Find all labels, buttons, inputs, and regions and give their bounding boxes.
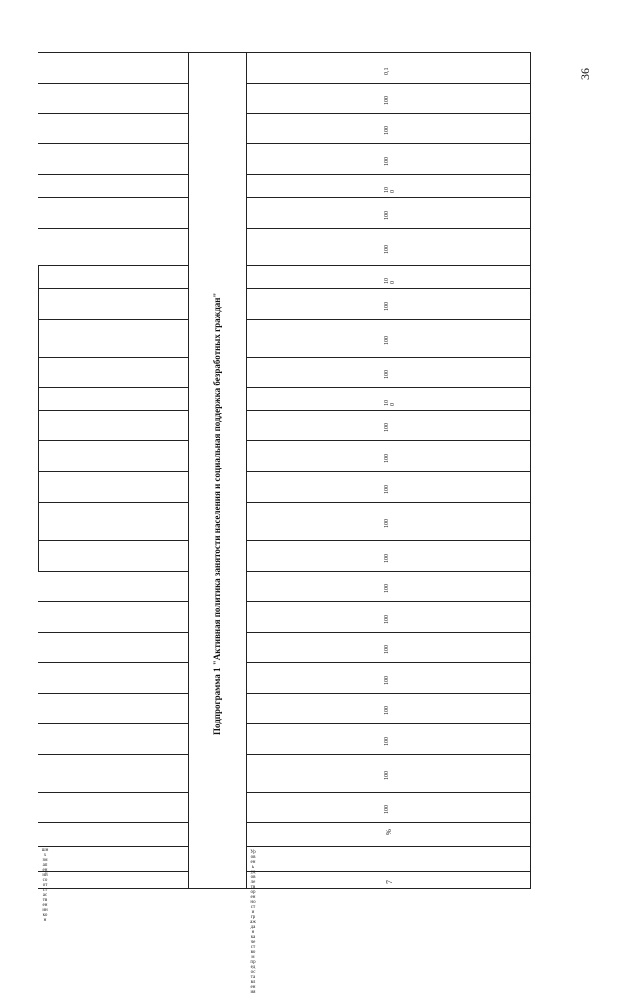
row-line — [246, 571, 530, 572]
value-cell: 100 — [384, 771, 390, 780]
value-cell: 100 — [384, 156, 390, 166]
column-divider-1 — [188, 52, 189, 889]
value-cell: 100 — [384, 370, 390, 379]
text-fragment: и — [251, 910, 255, 915]
row-line — [38, 265, 188, 266]
text-fragment: аж — [250, 920, 256, 925]
row-line — [246, 792, 530, 793]
indicator-fragment-main — [248, 850, 258, 995]
text-fragment: ий — [42, 873, 48, 878]
row-line — [38, 410, 188, 411]
value-cell: 10 0 — [384, 277, 396, 284]
text-fragment: ен — [250, 985, 256, 990]
row-line — [38, 357, 188, 358]
value-cell: 100 — [384, 805, 390, 814]
row-line — [38, 83, 188, 84]
row-line — [246, 540, 530, 541]
text-fragment: н — [251, 930, 255, 935]
row-line — [246, 632, 530, 633]
unit-cell: % — [385, 829, 393, 835]
text-fragment: ор — [250, 890, 256, 895]
row-line — [246, 723, 530, 724]
row-line — [246, 410, 530, 411]
value-cell: 100 — [384, 736, 390, 746]
value-cell: 10 0 — [384, 399, 396, 406]
row-line — [246, 174, 530, 175]
text-fragment: ен — [42, 903, 48, 908]
row-line — [246, 440, 530, 441]
page-number: 36 — [578, 68, 592, 80]
text-fragment: да — [250, 925, 256, 930]
subprogram-title: Подпрограмма 1 "Активная политика занятости населения и социальная поддержка безработных граждан" — [212, 292, 222, 735]
text-fragment: гр — [250, 915, 256, 920]
text-fragment: ов — [250, 875, 256, 880]
text-fragment: тв — [250, 885, 256, 890]
text-fragment: ас — [42, 893, 48, 898]
text-fragment: ст — [250, 945, 256, 950]
row-line — [246, 846, 530, 847]
row-line — [38, 143, 188, 144]
value-cell: 100 — [384, 210, 390, 220]
text-fragment: ен — [42, 868, 48, 873]
row-line — [246, 471, 530, 472]
text-fragment: ь — [251, 865, 255, 870]
row-line — [38, 288, 188, 289]
text-fragment: ин — [42, 908, 48, 913]
text-fragment: х — [43, 853, 47, 858]
value-cell: 100 — [384, 553, 390, 563]
value-cell: 100 — [384, 126, 390, 135]
text-fragment: со — [42, 878, 48, 883]
value-cell: 100 — [384, 423, 390, 432]
text-fragment: м — [251, 955, 255, 960]
row-line — [38, 440, 188, 441]
text-fragment: но — [250, 900, 256, 905]
row-line — [246, 387, 530, 388]
text-fragment: ед — [250, 965, 256, 970]
text-fragment: ен — [250, 860, 256, 865]
table-border-bottom — [38, 888, 531, 889]
row-line — [38, 174, 188, 175]
text-fragment: зм — [42, 858, 48, 863]
row-line — [246, 228, 530, 229]
text-fragment: ст — [42, 888, 48, 893]
row-line — [38, 502, 188, 503]
row-line — [38, 754, 188, 755]
text-fragment: уд — [250, 870, 256, 875]
value-cell: 100 — [384, 519, 390, 528]
row-line — [246, 113, 530, 114]
row-line — [38, 632, 188, 633]
text-fragment: ия — [250, 990, 256, 995]
text-fragment: тв — [42, 898, 48, 903]
table-border-right — [530, 52, 531, 889]
value-cell: 100 — [384, 614, 390, 624]
row-number: 7 — [385, 880, 394, 884]
row-line — [246, 662, 530, 663]
value-cell: 100 — [384, 96, 390, 105]
row-line — [38, 693, 188, 694]
row-line — [246, 601, 530, 602]
row-line — [38, 319, 188, 320]
text-fragment: че — [250, 940, 256, 945]
row-line — [246, 871, 530, 872]
row-line — [246, 357, 530, 358]
value-cell: 100 — [384, 484, 390, 494]
row-line — [38, 113, 188, 114]
left-column-border — [38, 265, 39, 571]
row-line — [38, 571, 188, 572]
value-cell: 100 — [384, 584, 390, 593]
row-line — [38, 387, 188, 388]
row-line — [38, 471, 188, 472]
text-fragment: пр — [250, 960, 256, 965]
text-fragment: ко — [42, 913, 48, 918]
value-cell: 10 0 — [384, 186, 396, 193]
value-cell: 100 — [384, 645, 390, 654]
row-line — [246, 754, 530, 755]
table-border-top — [38, 52, 531, 53]
text-fragment: Ур — [250, 850, 256, 855]
row-line — [246, 197, 530, 198]
row-line — [246, 265, 530, 266]
text-fragment: ен — [250, 895, 256, 900]
value-cell: 100 — [384, 336, 390, 345]
row-line — [246, 502, 530, 503]
row-line — [38, 822, 188, 823]
text-fragment: ос — [250, 970, 256, 975]
row-line — [38, 792, 188, 793]
value-cell: 0,1 — [384, 67, 390, 75]
row-line — [38, 197, 188, 198]
row-line — [246, 319, 530, 320]
text-fragment: ап — [42, 863, 48, 868]
text-fragment: н — [43, 918, 47, 923]
row-line — [246, 143, 530, 144]
indicator-fragment-left — [40, 848, 50, 923]
text-fragment: та — [250, 975, 256, 980]
text-fragment: во — [250, 950, 256, 955]
row-line — [246, 83, 530, 84]
row-line — [38, 601, 188, 602]
row-line — [38, 846, 188, 847]
value-cell: 100 — [384, 675, 390, 685]
value-cell: 100 — [384, 706, 390, 715]
text-fragment: ст — [250, 905, 256, 910]
text-fragment: от — [42, 883, 48, 888]
row-line — [38, 662, 188, 663]
value-cell: 100 — [384, 244, 390, 254]
row-line — [246, 693, 530, 694]
row-line — [246, 822, 530, 823]
text-fragment: ле — [250, 880, 256, 885]
value-cell: 100 — [384, 301, 390, 311]
text-fragment: шн — [41, 848, 49, 853]
row-line — [246, 288, 530, 289]
text-fragment: вл — [250, 980, 256, 985]
row-line — [38, 723, 188, 724]
row-line — [38, 540, 188, 541]
row-line — [38, 228, 188, 229]
text-fragment: ов — [250, 855, 256, 860]
row-line — [38, 871, 188, 872]
value-cell: 100 — [384, 453, 390, 463]
text-fragment: ка — [250, 935, 256, 940]
